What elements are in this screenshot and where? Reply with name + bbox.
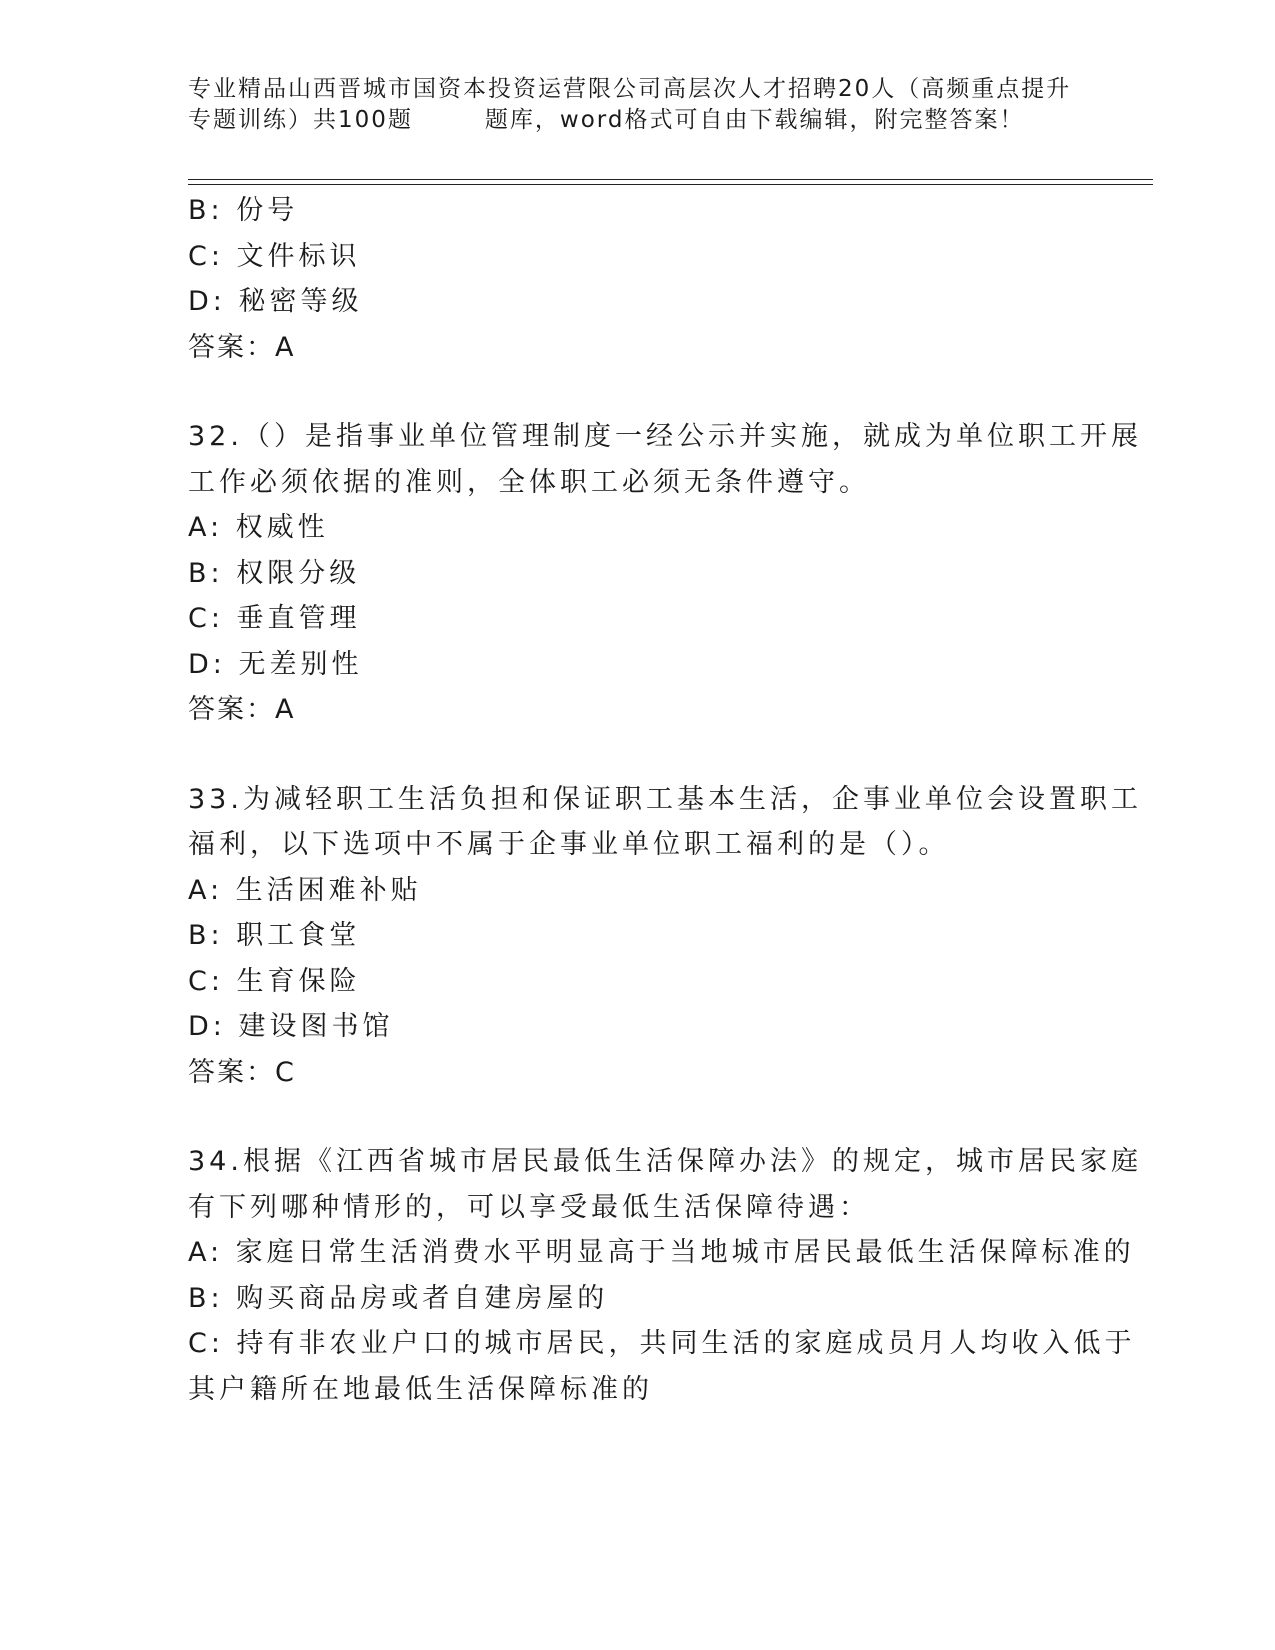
question-stem-line: 33.为减轻职工生活负担和保证职工基本生活，企事业单位会设置职工 — [188, 783, 1142, 815]
option-b: B: 购买商品房或者自建房屋的 — [188, 1282, 609, 1314]
header-divider-top — [188, 179, 1153, 180]
option-c: C: 垂直管理 — [188, 603, 361, 634]
question-32 — [188, 414, 1142, 733]
option-b: B: 份号 — [188, 195, 299, 226]
header-line-1: 专业精品山西晋城市国资本投资运营限公司高层次人才招聘20人（高频重点提升 — [188, 76, 1072, 102]
header-line-2-part-2: 题库，word格式可自由下载编辑，附完整答案！ — [484, 107, 1025, 133]
question-33 — [188, 777, 1142, 1096]
option-c: C: 持有非农业户口的城市居民，共同生活的家庭成员月人均收入低于 — [188, 1328, 1136, 1359]
option-a: A: 生活困难补贴 — [188, 874, 422, 906]
option-c: C: 生育保险 — [188, 965, 361, 997]
option-b: B: 职工食堂 — [188, 920, 361, 951]
option-c: C: 文件标识 — [188, 240, 361, 272]
answer: 答案：A — [188, 331, 296, 363]
question-34 — [188, 1139, 1142, 1412]
header-line-2-part-1: 专题训练）共100题 — [188, 107, 413, 133]
question-stem-line: 有下列哪种情形的，可以享受最低生活保障待遇： — [188, 1191, 870, 1223]
question-stem-line: 工作必须依据的准则，全体职工必须无条件遵守。 — [188, 466, 870, 498]
answer: 答案：C — [188, 1056, 296, 1088]
question-list — [188, 188, 1142, 1412]
option-c-continued: 其户籍所在地最低生活保障标准的 — [188, 1373, 653, 1405]
header-divider-bottom — [188, 184, 1153, 185]
document-header — [188, 74, 1088, 136]
question-stem-line: 福利，以下选项中不属于企事业单位职工福利的是（）。 — [188, 829, 950, 860]
option-b: B: 权限分级 — [188, 557, 361, 589]
answer: 答案：A — [188, 694, 296, 725]
question-31-continued — [188, 188, 1088, 370]
option-a: A: 权威性 — [188, 512, 329, 543]
question-stem-line: 32.（）是指事业单位管理制度一经公示并实施，就成为单位职工开展 — [188, 421, 1142, 452]
question-stem-line: 34.根据《江西省城市居民最低生活保障办法》的规定，城市居民家庭 — [188, 1146, 1142, 1177]
option-d: D: 无差别性 — [188, 648, 363, 680]
header-line-2 — [188, 105, 1088, 136]
option-d: D: 秘密等级 — [188, 286, 363, 317]
option-d: D: 建设图书馆 — [188, 1011, 394, 1042]
option-a: A: 家庭日常生活消费水平明显高于当地城市居民最低生活保障标准的 — [188, 1237, 1135, 1268]
